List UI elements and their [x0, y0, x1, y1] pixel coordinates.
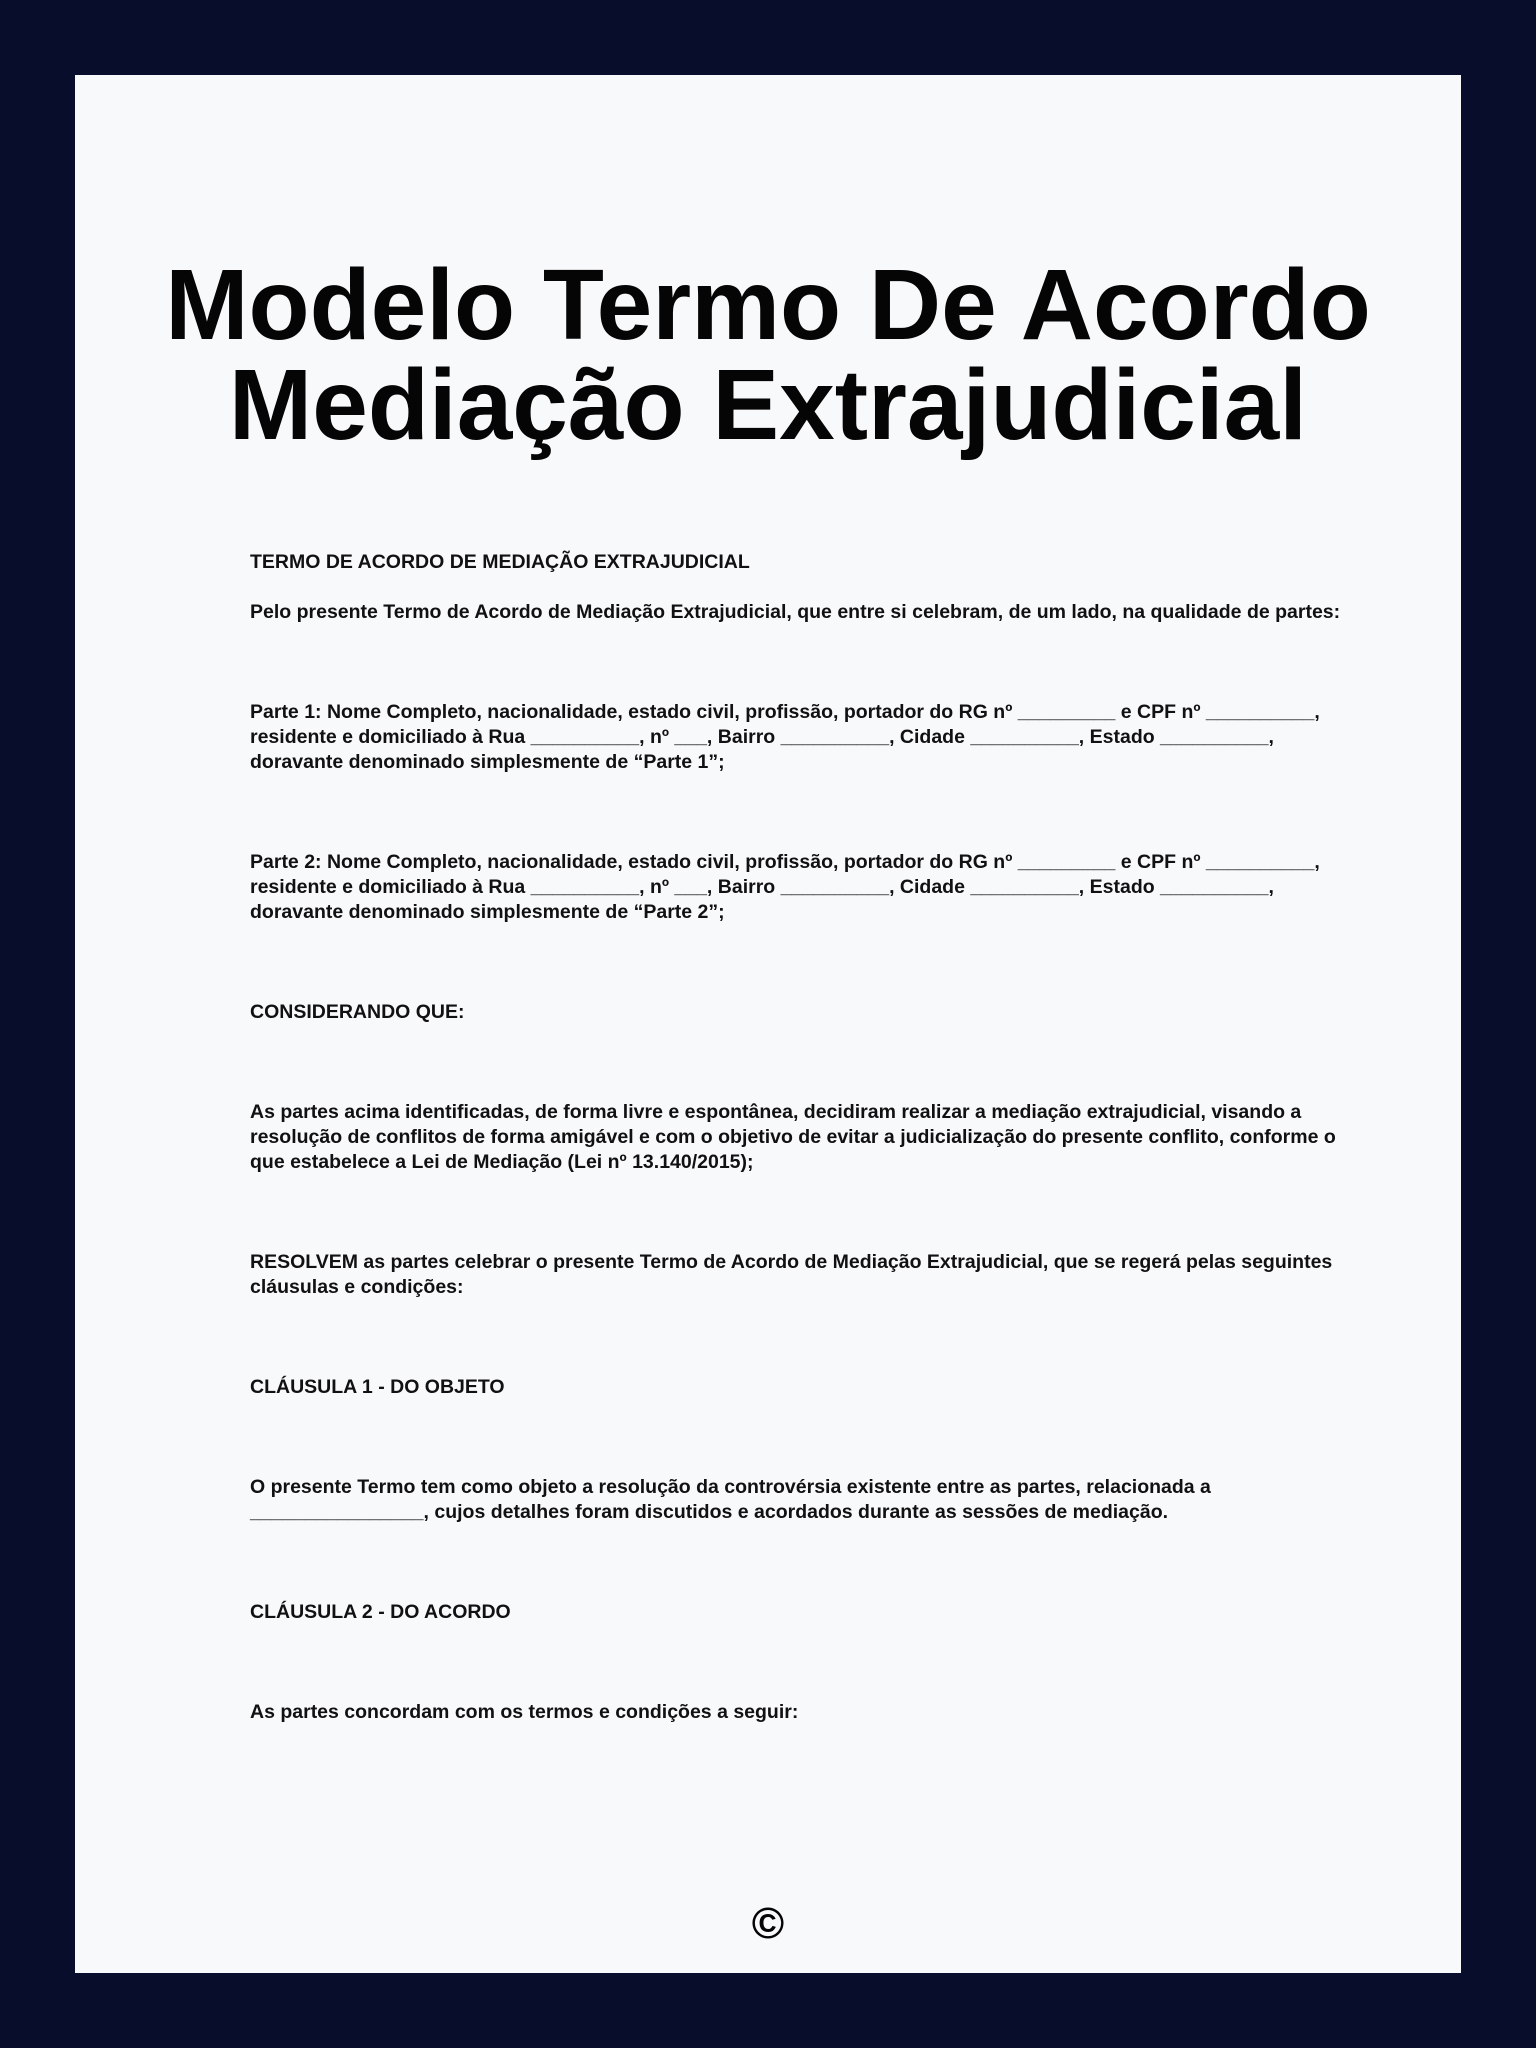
document-page	[75, 75, 1461, 1973]
clause-1-heading: CLÁUSULA 1 - DO OBJETO	[250, 1376, 505, 1398]
party-1-paragraph: Parte 1: Nome Completo, nacionalidade, estado civil, profissão, portador do RG nº _________ e CPF nº __________, residente e domiciliado à Rua __________, nº ___, Bairro __________, Cidade __________, Estado __________, doravante denominado simplesmente de “Parte 1”;	[250, 701, 1320, 773]
intro-paragraph: Pelo presente Termo de Acordo de Mediação Extrajudicial, que entre si celebram, de um lado, na qualidade de partes:	[250, 601, 1341, 623]
document-title-line-1: Modelo Termo De Acordo	[165, 249, 1371, 361]
considering-heading: CONSIDERANDO QUE:	[250, 1001, 465, 1023]
document-title	[75, 249, 1461, 461]
resolution-paragraph: RESOLVEM as partes celebrar o presente Termo de Acordo de Mediação Extrajudicial, que se regerá pelas seguintes cláusulas e condições:	[250, 1251, 1333, 1298]
document-body	[250, 550, 1350, 1725]
party-2-paragraph: Parte 2: Nome Completo, nacionalidade, estado civil, profissão, portador do RG nº _________ e CPF nº __________, residente e domiciliado à Rua __________, nº ___, Bairro __________, Cidade __________, Estado __________, doravante denominado simplesmente de “Parte 2”;	[250, 851, 1320, 923]
clause-2-paragraph: As partes concordam com os termos e condições a seguir:	[250, 1701, 799, 1723]
considering-paragraph: As partes acima identificadas, de forma livre e espontânea, decidiram realizar a mediação extrajudicial, visando a resolução de conflitos de forma amigável e com o objetivo de evitar a judicialização do presente conflito, conforme o que estabelece a Lei de Mediação (Lei nº 13.140/2015);	[250, 1101, 1336, 1173]
clause-2-heading: CLÁUSULA 2 - DO ACORDO	[250, 1601, 511, 1623]
copyright-icon: ©	[751, 1899, 785, 1948]
document-title-line-2: Mediação Extrajudicial	[228, 349, 1308, 461]
clause-1-paragraph: O presente Termo tem como objeto a resolução da controvérsia existente entre as partes, relacionada a ________________, cujos detalhes foram discutidos e acordados durante as sessões de mediação.	[250, 1476, 1211, 1523]
agreement-heading: TERMO DE ACORDO DE MEDIAÇÃO EXTRAJUDICIAL	[250, 551, 750, 573]
